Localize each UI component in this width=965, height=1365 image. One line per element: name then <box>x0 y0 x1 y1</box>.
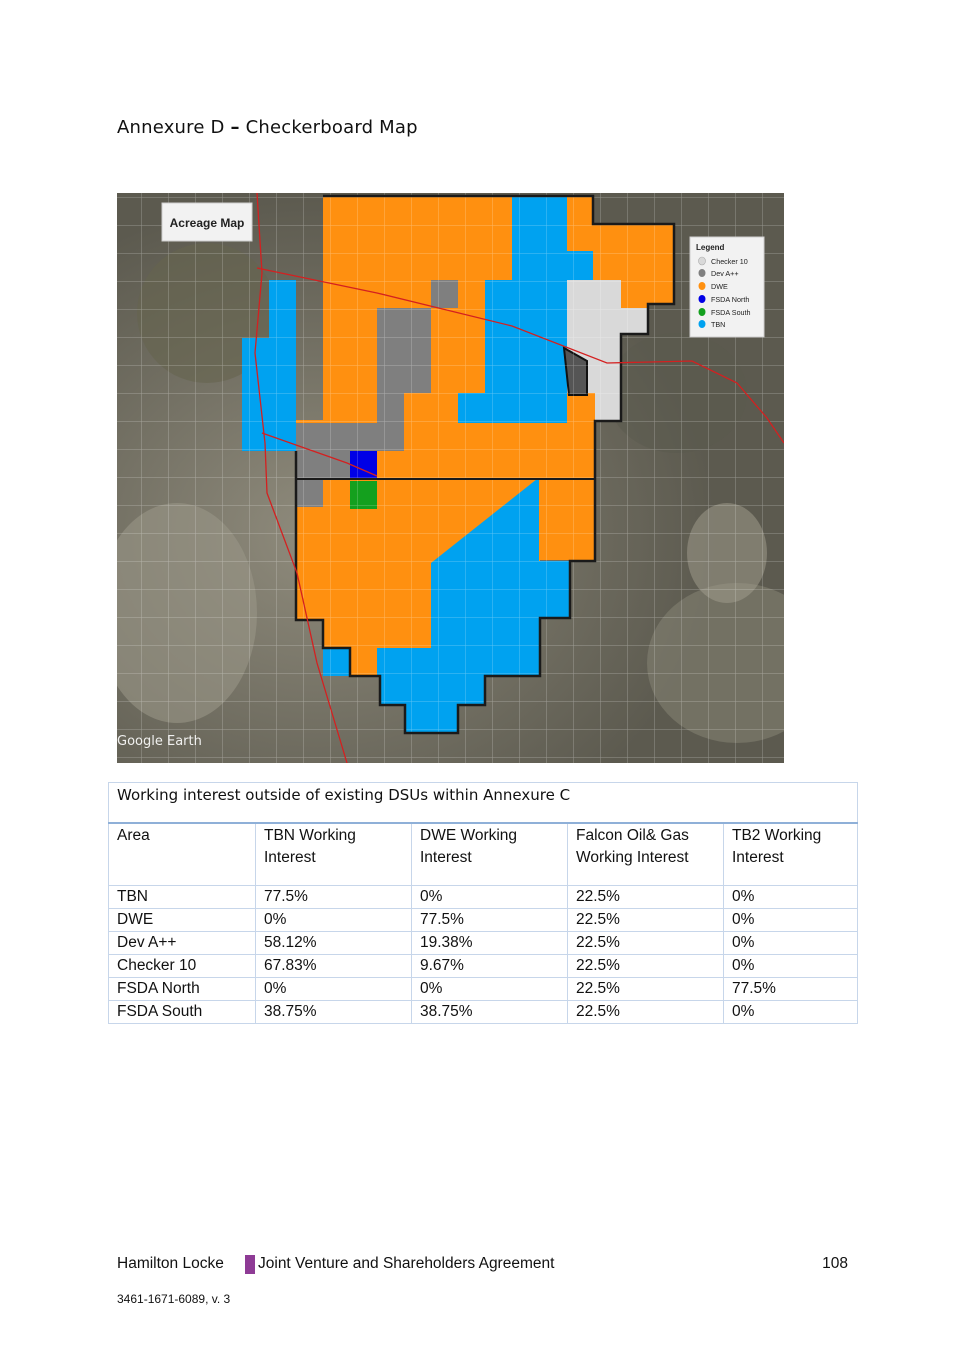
legend-item-tbn <box>699 320 726 329</box>
map-title: Acreage Map <box>169 216 245 230</box>
cell-tb2: 0% <box>724 909 858 932</box>
header-tbn: TBN Working Interest <box>256 823 412 886</box>
cell-area: FSDA North <box>109 978 256 1001</box>
cell-falcon: 22.5% <box>568 932 724 955</box>
working-interest-table <box>108 782 858 1024</box>
cell-area: FSDA South <box>109 1001 256 1024</box>
cell-tb2: 0% <box>724 955 858 978</box>
table-header-row <box>109 823 858 886</box>
table-row <box>109 932 858 955</box>
cell-falcon: 22.5% <box>568 1001 724 1024</box>
footer-divider-bar <box>245 1255 255 1274</box>
header-area: Area <box>109 823 256 886</box>
table-caption: Working interest outside of existing DSUs within Annexure C <box>109 783 858 824</box>
legend-label-fsda-north: FSDA North <box>711 295 750 304</box>
cell-tb2: 0% <box>724 932 858 955</box>
legend-swatch-checker <box>699 257 706 265</box>
cell-area: Checker 10 <box>109 955 256 978</box>
footer-firm: Hamilton Locke <box>117 1255 224 1272</box>
cell-tbn: 77.5% <box>256 886 412 909</box>
cell-dwe: 9.67% <box>412 955 568 978</box>
header-falcon: Falcon Oil& Gas Working Interest <box>568 823 724 886</box>
table-row <box>109 886 858 909</box>
acreage-map <box>117 193 784 763</box>
google-earth-watermark: Google Earth <box>117 734 202 749</box>
legend-item-dwe <box>699 282 728 291</box>
cell-falcon: 22.5% <box>568 909 724 932</box>
cell-tb2: 0% <box>724 886 858 909</box>
table-row <box>109 978 858 1001</box>
legend-swatch-tbn <box>699 320 706 328</box>
table-row <box>109 909 858 932</box>
cell-dwe: 19.38% <box>412 932 568 955</box>
map-legend <box>690 237 764 337</box>
legend-label-checker: Checker 10 <box>711 257 748 266</box>
legend-swatch-fsda-south <box>699 308 706 316</box>
table-row <box>109 1001 858 1024</box>
cell-dwe: 0% <box>412 978 568 1001</box>
cell-falcon: 22.5% <box>568 955 724 978</box>
document-reference: 3461-1671-6089, v. 3 <box>117 1292 231 1306</box>
legend-swatch-dwe <box>699 282 706 290</box>
cell-tbn: 58.12% <box>256 932 412 955</box>
legend-label-fsda-south: FSDA South <box>711 308 751 317</box>
heading-prefix: Annexure D <box>117 117 225 138</box>
cell-tbn: 67.83% <box>256 955 412 978</box>
cell-tbn: 0% <box>256 909 412 932</box>
table-caption-row <box>109 783 858 824</box>
cell-area: Dev A++ <box>109 932 256 955</box>
table-row <box>109 955 858 978</box>
legend-swatch-dev <box>699 269 706 277</box>
heading-suffix: Checkerboard Map <box>245 117 418 138</box>
page-number: 108 <box>822 1255 848 1272</box>
cell-tb2: 0% <box>724 1001 858 1024</box>
cell-tbn: 38.75% <box>256 1001 412 1024</box>
legend-label-dwe: DWE <box>711 282 728 291</box>
header-tb2: TB2 Working Interest <box>724 823 858 886</box>
legend-label-tbn: TBN <box>711 320 726 329</box>
cell-dwe: 0% <box>412 886 568 909</box>
legend-swatch-fsda-north <box>699 295 706 303</box>
cell-area: TBN <box>109 886 256 909</box>
cell-falcon: 22.5% <box>568 978 724 1001</box>
page-heading <box>117 117 418 138</box>
legend-title: Legend <box>696 243 725 252</box>
heading-dash: – <box>230 117 240 138</box>
cell-tbn: 0% <box>256 978 412 1001</box>
cell-dwe: 77.5% <box>412 909 568 932</box>
footer-document-title: Joint Venture and Shareholders Agreement <box>258 1255 555 1272</box>
cell-falcon: 22.5% <box>568 886 724 909</box>
legend-label-dev: Dev A++ <box>711 269 739 278</box>
cell-area: DWE <box>109 909 256 932</box>
cell-tb2: 77.5% <box>724 978 858 1001</box>
map-title-box <box>162 203 252 241</box>
cell-dwe: 38.75% <box>412 1001 568 1024</box>
header-dwe: DWE Working Interest <box>412 823 568 886</box>
